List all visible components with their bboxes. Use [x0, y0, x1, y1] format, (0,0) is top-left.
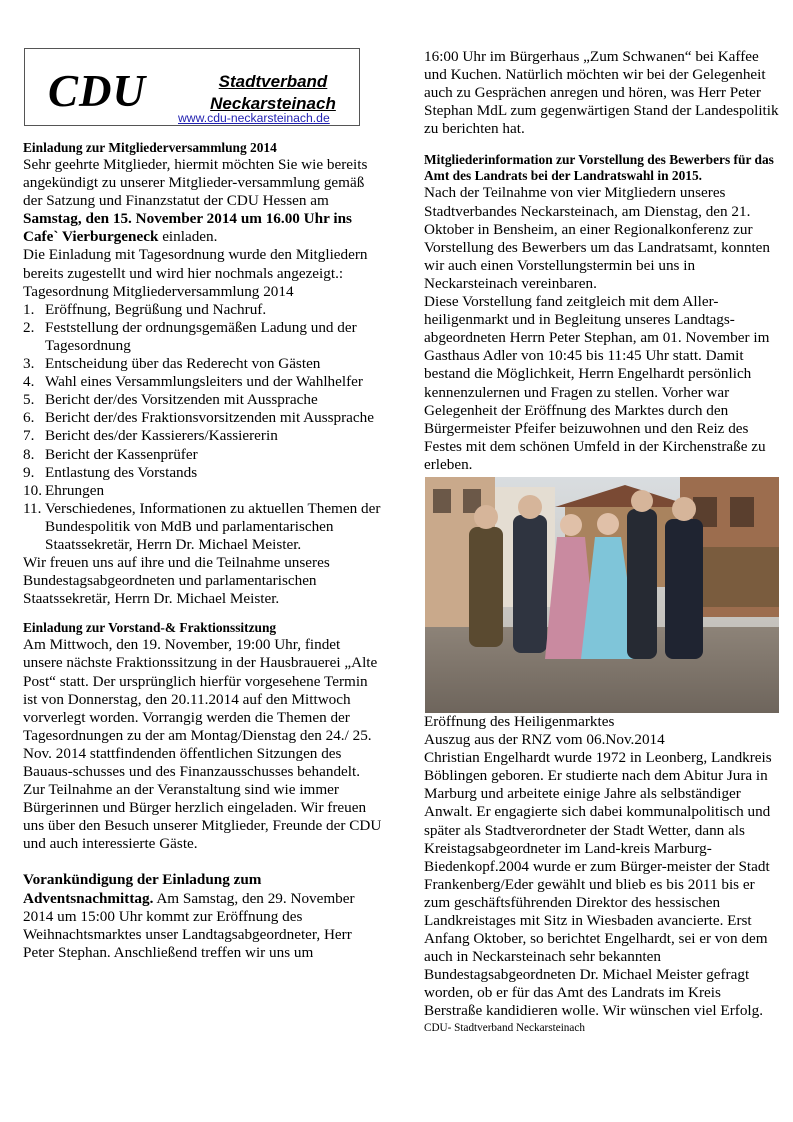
agenda-title: Tagesordnung Mitgliederversammlung 2014	[23, 282, 294, 300]
intro-date-location: Samstag, den 15. November 2014 um 16.00 Uhr ins Cafe` Vierburgeneck	[23, 210, 352, 246]
landrat-body-2: Diese Vorstellung fand zeitgleich mit dem Aller-heiligenmarkt und in Begleitung unseres Landtags-abgeordneten Herrn Peter Stephan, am 01. November im Gasthaus Adler von 10:45 bis 11:45 Uhr statt. Damit bestand die Möglichkeit, Herrn Engelhardt persönlich kennenzulernen und Fragen zu stellen. Vorher war Gelegenheit der Eröffnung des Marktes durch den Bürgermeister Pfeifer beizuwohnen und den Reiz des Festes mit dem schönen Umfeld in der Kirchenstraße zu erleben.	[424, 293, 770, 473]
agenda-item-text: Bericht der/des Fraktionsvorsitzenden mit Aussprache	[45, 409, 374, 427]
left-column	[23, 0, 383, 962]
agenda-item-text: Wahl eines Versammlungsleiters und der Wahlhelfer	[45, 373, 363, 391]
agenda-item-number: 9.	[23, 463, 35, 481]
agenda-item-number: 10.	[23, 481, 42, 499]
source-note: Auszug aus der RNZ vom 06.Nov.2014	[424, 731, 665, 749]
advent-section	[23, 871, 383, 961]
advent-continued: 16:00 Uhr im Bürgerhaus „Zum Schwanen“ bei Kaffee und Kuchen. Natürlich möchten wir bei der Gelegenheit auch zu Gesprächen anregen und hören, was Herr Peter Stephan MdL zum gegenwärtigen Stand der Landespolitik zu berichten hat.	[424, 48, 779, 138]
invitation-heading: Einladung zur Mitgliederversammlung 2014	[23, 140, 277, 155]
invitation-closing: Wir freuen uns auf ihre und die Teilnahme unseres Bundestagsabgeordneten und parlamentarischen Staatssekretär, Herrn Dr. Michael Meister.	[23, 554, 330, 608]
agenda-item-text: Bericht der Kassenprüfer	[45, 445, 198, 463]
agenda-item-number: 5.	[23, 391, 35, 409]
engelhardt-bio: Christian Engelhardt wurde 1972 in Leonberg, Landkreis Böblingen geboren. Er studierte nach dem Abitur Jura in Marburg und arbeitete einige Jahre als selbständiger Anwalt. Er engagierte sich dabei kommunalpolitisch und später als Stadtverordneter der Stadt Wetter, dann als Kreistagsabgeordneter im Land-kreis Marburg-Biedenkopf.2004 wurde er zum Bürger-meister der Stadt Frankenberg/Eder gewählt und blieb es bis 2011 bis er zum geschäftsführenden Direktor des hessischen Landkreistages mit Sitz in Wiesbaden avancierte. Erst Anfang Oktober, so berichtet Engelhardt, sei er von dem auch in Neckarsteinach sehr bekannten Bundestagsabgeordneten Dr. Michael Meister gefragt worden, ob er für das Amt des Landrats im Kreis Berstraße kandidieren wolle. Wir wünschen viel Erfolg.	[424, 749, 772, 1020]
advent-heading: Vorankündigung der Einladung zum Adventsnachmittag.	[23, 871, 262, 907]
agenda-item	[23, 355, 383, 373]
agenda-item-text: Bericht der/des Vorsitzenden mit Aussprache	[45, 391, 318, 409]
fraktion-heading: Einladung zur Vorstand-& Fraktionssitzung	[23, 620, 277, 636]
agenda-item-number: 7.	[23, 427, 35, 445]
agenda-item	[23, 391, 383, 409]
agenda-list	[23, 301, 383, 554]
agenda-item-number: 3.	[23, 355, 35, 373]
agenda-item	[23, 409, 383, 427]
fraktion-body-1: Am Mittwoch, den 19. November, 19:00 Uhr, findet unsere nächste Fraktionssitzung in der Hausbrauerei „Alte Post“ statt. Der ursprünglich hierfür vorgesehene Termin ist von Donnerstag, den 20.11.2014 auf den Mittwoch vorverlegt worden. Vorrangig werden die Themen der Tagesordnungen zu der am Montag/Dienstag den 24./ 25. Nov. 2014 stattfindenden öffentlichen Sitzungen des Bauaus-schusses und des Finanzausschusses behandelt.	[23, 636, 378, 780]
agenda-item-text: Feststellung der ordnungsgemäßen Ladung und der Tagesordnung	[45, 318, 357, 354]
agenda-item-text: Entlastung des Vorstands	[45, 463, 198, 481]
agenda-item	[23, 373, 383, 391]
website-link[interactable]: www.cdu-neckarsteinach.de	[178, 111, 330, 125]
agenda-item	[23, 500, 383, 554]
agenda-note: Die Einladung mit Tagesordnung wurde den Mitgliedern bereits zugestellt und wird hier nochmals angezeigt.:	[23, 246, 368, 282]
footer-signature: CDU- Stadtverband Neckarsteinach	[424, 1021, 585, 1034]
advent-body: Am Samstag, den 29. November 2014 um 15:00 Uhr kommt zur Eröffnung des Weihnachtsmarktes unser Landtagsabgeordneter, Herr Peter Stephan. Anschließend treffen wir uns um	[23, 889, 355, 961]
intro-text-b: einladen.	[158, 228, 218, 246]
landrat-body-1: Nach der Teilnahme von vier Mitgliedern unseres Stadtverbandes Neckarsteinach, am Dienstag, den 21. Oktober in Bensheim, an einer Regionalkonferenz zur Vorstellung des Bewerbers um das Landratsamt, konnten wir auch einen Vorstellungstermin bei uns in Neckarsteinach vereinbaren.	[424, 184, 771, 292]
photo-caption: Eröffnung des Heiligenmarktes	[424, 712, 615, 730]
event-photo	[425, 477, 779, 713]
agenda-item	[23, 301, 383, 319]
agenda-item-number: 1.	[23, 300, 35, 318]
agenda-item-text: Eröffnung, Begrüßung und Nachruf.	[45, 300, 267, 318]
landrat-heading: Mitgliederinformation zur Vorstellung des Bewerbers für das Amt des Landrats bei der Landratswahl in 2015.	[424, 152, 774, 184]
agenda-item-text: Verschiedenes, Informationen zu aktuellen Themen der Bundespolitik von MdB und parlamentarischen Staatssekretär, Herrn Dr. Michael Meister.	[45, 499, 381, 553]
agenda-item-text: Bericht des/der Kassierers/Kassiererin	[45, 427, 278, 445]
agenda-item-number: 4.	[23, 373, 35, 391]
title-line-1: Stadtverband	[218, 72, 328, 91]
agenda-item-text: Entscheidung über das Rederecht von Gästen	[45, 355, 321, 373]
agenda-item	[23, 319, 383, 355]
fraktion-body-2: Zur Teilnahme an der Veranstaltung sind wie immer Bürgerinnen und Bürger herzlich eingeladen. Wir freuen uns über den Besuch unserer Mitglieder, Freunde der CDU und auch interessierte Gäste.	[23, 781, 382, 853]
title-line-2: Neckarsteinach	[210, 94, 336, 113]
agenda-item	[23, 446, 383, 464]
invitation-intro	[23, 156, 383, 246]
intro-text-a: Sehr geehrte Mitglieder, hiermit möchten Sie wie bereits angekündigt zu unserer Mitglieder-versammlung gemäß der Satzung und Finanzstatut der CDU Hessen am	[23, 156, 368, 210]
right-column	[424, 0, 780, 1035]
agenda-item	[23, 427, 383, 445]
cdu-logo: CDU	[48, 66, 147, 116]
agenda-item-number: 11.	[23, 499, 42, 517]
agenda-item	[23, 482, 383, 500]
agenda-item-number: 6.	[23, 409, 35, 427]
agenda-item-number: 8.	[23, 445, 35, 463]
agenda-item-number: 2.	[23, 318, 35, 336]
agenda-item-text: Ehrungen	[45, 481, 105, 499]
agenda-item	[23, 464, 383, 482]
